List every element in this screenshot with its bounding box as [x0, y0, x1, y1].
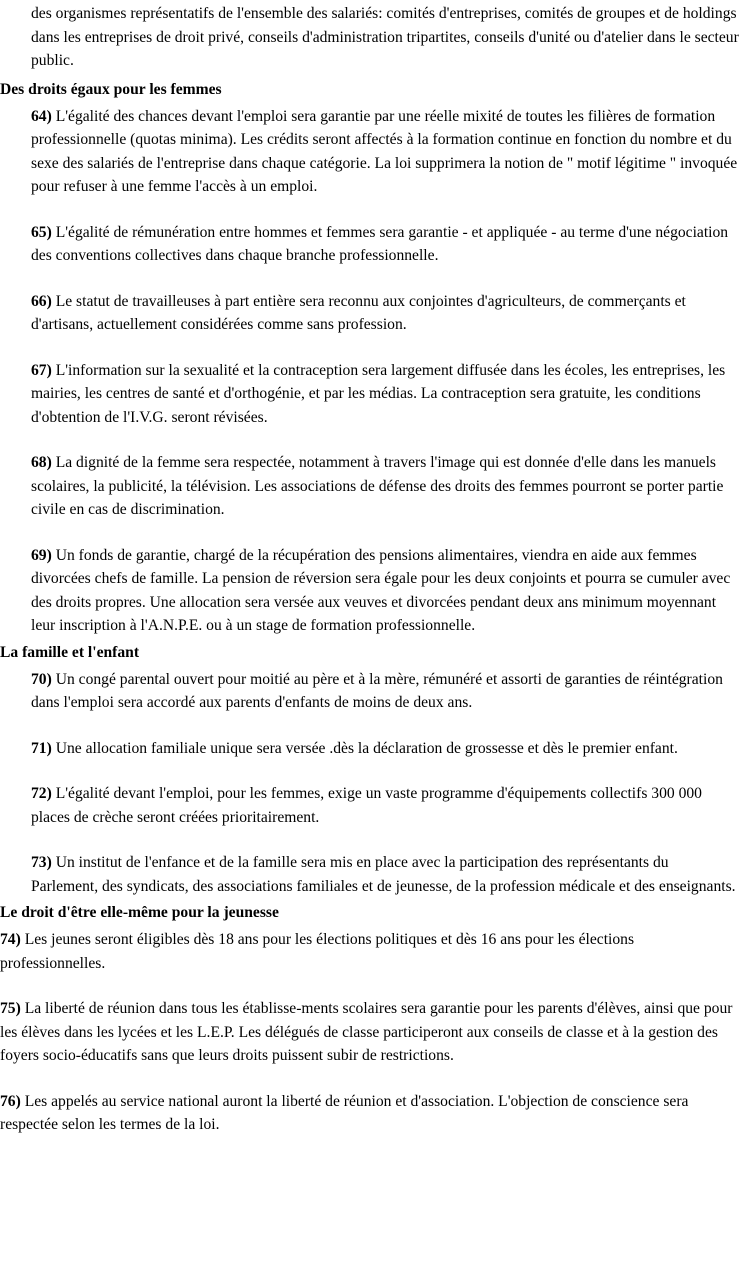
article-text: La liberté de réunion dans tous les établisse-ments scolaires sera garantie pour les parents d'élèves, ainsi que pour les élèves dans les lycées et les L.E.P. Les délégués de classe participeront aux conseils de classe et à la gestion des foyers socio-éducatifs sans que leurs droits puissent subir de restrictions. — [0, 1000, 733, 1064]
article-number: 73) — [31, 854, 52, 871]
article-number: 65) — [31, 223, 52, 241]
article-76 — [0, 1090, 745, 1137]
section-heading-youth: Le droit d'être elle-même pour la jeunesse — [0, 904, 279, 921]
article-number: 67) — [31, 361, 52, 379]
section-youth — [0, 928, 745, 1137]
article-69 — [0, 544, 745, 638]
article-text: Le statut de travailleuses à part entière sera reconnu aux conjointes d'agriculteurs, de commerçants et d'artisans, actuellement considérées comme sans profession. — [31, 292, 686, 333]
section-family — [0, 668, 745, 899]
article-70 — [0, 668, 745, 715]
article-text: La dignité de la femme sera respectée, notamment à travers l'image qui est donnée d'elle dans les manuels scolaires, la publicité, la télévision. Les associations de défense des droits des femmes pourront se porter partie civile en cas de discrimination. — [31, 454, 724, 518]
article-text: L'égalité de rémunération entre hommes et femmes sera garantie - et appliquée - au terme d'une négociation des conventions collectives dans chaque branche professionnelle. — [31, 223, 729, 264]
intro-paragraph: des organismes représentatifs de l'ensemble des salariés: comités d'entreprises, comités de groupes et de holdings dans les entreprises de droit privé, conseils d'administration tripartites, conseils d'unité ou d'atelier dans le secteur public. — [31, 5, 739, 69]
article-number: 71) — [31, 739, 52, 757]
article-68 — [0, 451, 745, 522]
article-72 — [0, 782, 745, 829]
article-65 — [0, 221, 745, 268]
article-number: 75) — [0, 1000, 21, 1017]
article-text: Une allocation familiale unique sera versée .dès la déclaration de grossesse et dès le premier enfant. — [51, 739, 678, 757]
article-text: Un institut de l'enfance et de la famille sera mis en place avec la participation des représentants du Parlement, des syndicats, des associations familiales et de jeunesse, de la profession médicale et des enseignants. — [31, 854, 736, 895]
section-heading-family: La famille et l'enfant — [0, 643, 140, 661]
article-71 — [0, 737, 745, 761]
section-heading-women: Des droits égaux pour les femmes — [0, 80, 222, 98]
article-66 — [0, 290, 745, 337]
article-text: Un fonds de garantie, chargé de la récupération des pensions alimentaires, viendra en aide aux femmes divorcées chefs de famille. La pension de réversion sera égale pour les deux conjoints et pourra se cumuler avec des droits propres. Une allocation sera versée aux veuves et divorcées pendant deux ans minimum moyennant leur inscription à l'A.N.P.E. ou à un stage de formation professionnelle. — [31, 546, 731, 634]
article-75 — [0, 997, 745, 1068]
article-64 — [0, 105, 745, 199]
article-number: 76) — [0, 1092, 21, 1110]
article-text: Les jeunes seront éligibles dès 18 ans pour les élections politiques et dès 16 ans pour les élections professionnelles. — [0, 931, 635, 972]
article-number: 69) — [31, 546, 52, 564]
article-text: Un congé parental ouvert pour moitié au père et à la mère, rémunéré et assorti de garanties de réintégration dans l'emploi sera accordé aux parents d'enfants de moins de deux ans. — [31, 670, 723, 711]
article-text: L'égalité devant l'emploi, pour les femmes, exige un vaste programme d'équipements collectifs 300 000 places de crèche seront créées prioritairement. — [31, 785, 702, 826]
article-text: Les appelés au service national auront la liberté de réunion et d'association. L'objection de conscience sera respectée selon les termes de la loi. — [0, 1092, 689, 1133]
section-women — [0, 105, 745, 638]
article-text: L'information sur la sexualité et la contraception sera largement diffusée dans les écoles, les entreprises, les mairies, les centres de santé et d'orthogénie, et par les médias. La contraception sera gratuite, les conditions d'obtention de l'I.V.G. seront révisées. — [31, 361, 726, 426]
article-number: 72) — [31, 785, 52, 802]
article-number: 74) — [0, 931, 21, 948]
article-number: 64) — [31, 107, 52, 125]
article-73 — [0, 851, 745, 898]
article-text: L'égalité des chances devant l'emploi sera garantie par une réelle mixité de toutes les filières de formation professionnelle (quotas minima). Les crédits seront affectés à la formation continue en fonction du nombre et du sexe des salariés de l'entreprise dans chaque catégorie. La loi supprimera la notion de " motif légitime " invoquée pour refuser à une femme l'accès à un emploi. — [31, 107, 738, 195]
article-67 — [0, 359, 745, 430]
article-number: 66) — [31, 292, 52, 310]
article-number: 68) — [31, 454, 52, 471]
article-number: 70) — [31, 670, 52, 688]
article-74 — [0, 928, 745, 975]
